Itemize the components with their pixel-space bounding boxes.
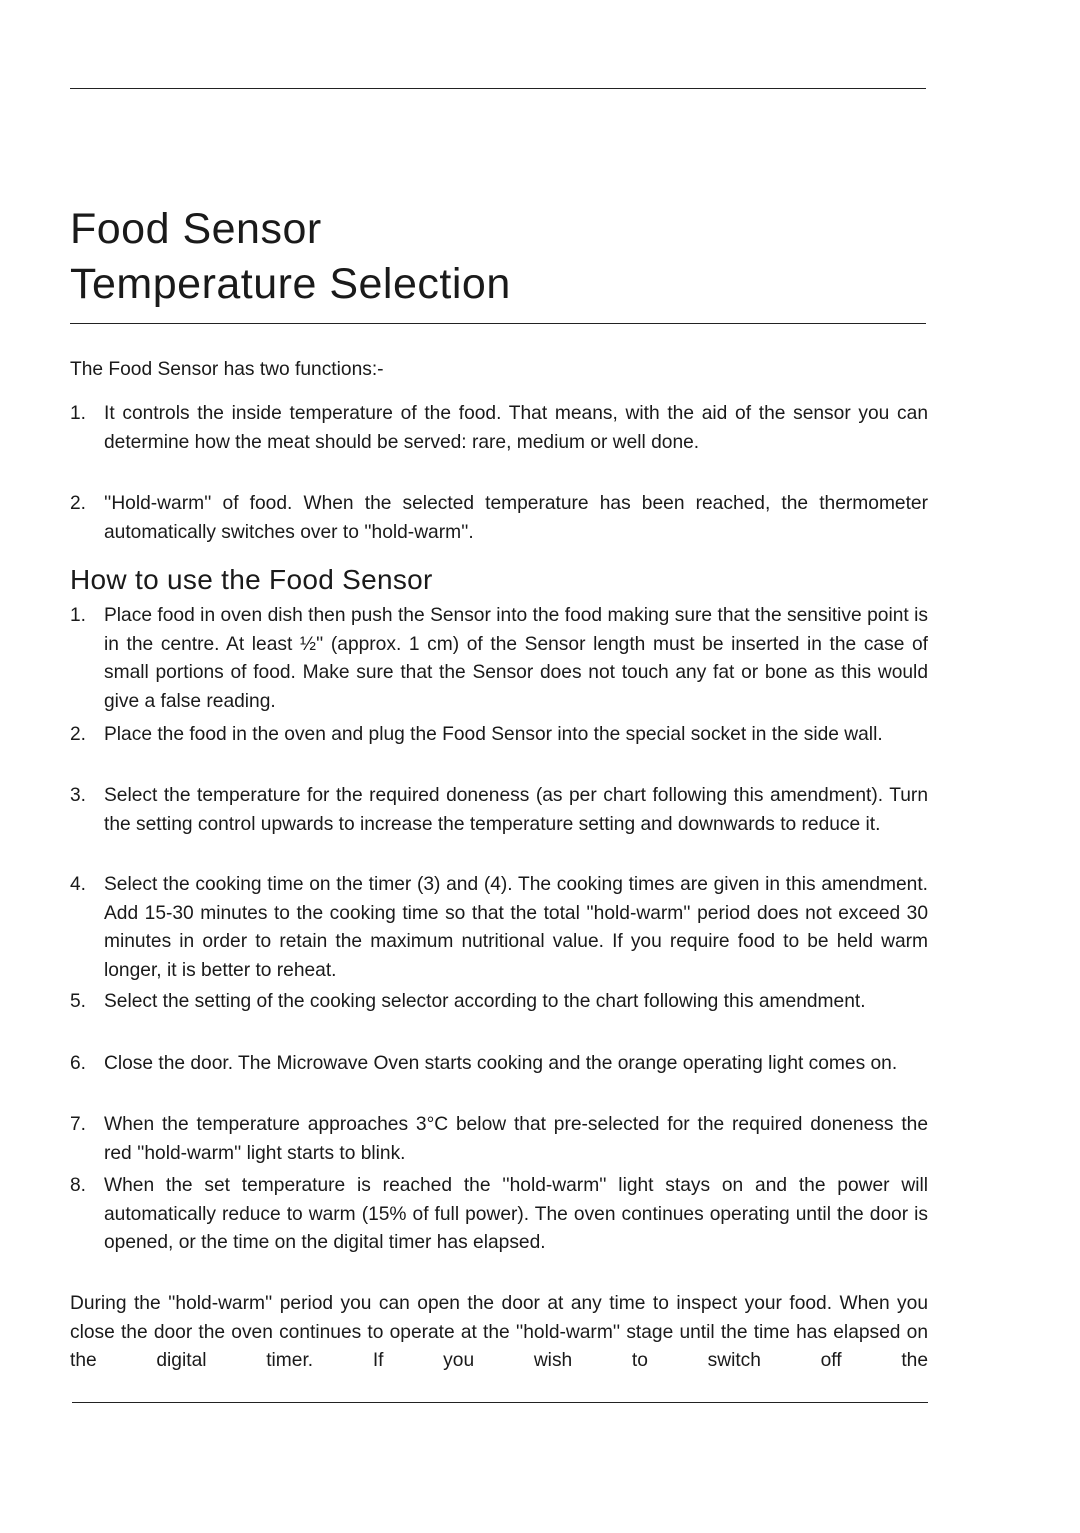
step-text: Close the door. The Microwave Oven starts cooking and the orange operating light comes on. (104, 1053, 898, 1074)
step-item-4 (70, 871, 928, 985)
step-number: 2. (70, 724, 87, 745)
step-number: 8. (70, 1175, 87, 1196)
step-item-2 (70, 721, 928, 750)
step-item-3 (70, 782, 928, 839)
step-item-5 (70, 988, 928, 1017)
function-number: 1. (70, 403, 87, 424)
step-number: 6. (70, 1053, 87, 1074)
closing-paragraph: During the ''hold-warm'' period you can open the door at any time to inspect your food. When you close the door the oven continues to operate at the ''hold-warm'' stage until the time has elapsed on the digital timer. If you wish to switch off the (70, 1293, 928, 1371)
function-number: 2. (70, 493, 87, 514)
step-item-6 (70, 1050, 928, 1079)
step-number: 7. (70, 1114, 87, 1135)
step-number: 1. (70, 605, 87, 626)
page-title-line-2: Temperature Selection (70, 260, 511, 308)
bottom-rule (72, 1402, 928, 1403)
step-item-7 (70, 1111, 928, 1168)
function-item-2 (70, 490, 928, 547)
step-item-8 (70, 1172, 928, 1258)
step-text: Select the cooking time on the timer (3) and (4). The cooking times are given in this amendment. Add 15-30 minutes to the cooking time so that the total ''hold-warm'' period does not exceed 30 minutes in order to retain the maximum nutritional value. If you require food to be held warm longer, it is better to reheat. (104, 874, 928, 981)
intro-text: The Food Sensor has two functions:- (70, 359, 384, 380)
step-number: 3. (70, 785, 87, 806)
step-text: Select the setting of the cooking selector according to the chart following this amendment. (104, 991, 866, 1012)
step-item-1 (70, 602, 928, 716)
step-number: 4. (70, 874, 87, 895)
step-text: When the set temperature is reached the ''hold-warm'' light stays on and the power will automatically reduce to warm (15% of full power). The oven continues operating until the door is opened, or the time on the digital timer has elapsed. (104, 1175, 928, 1253)
step-text: Select the temperature for the required doneness (as per chart following this amendment). Turn the setting control upwards to increase the temperature setting and downwards to reduce it. (104, 785, 928, 835)
page-title-line-1: Food Sensor (70, 205, 322, 253)
step-number: 5. (70, 991, 87, 1012)
function-text: ''Hold-warm'' of food. When the selected temperature has been reached, the thermometer automatically switches over to ''hold-warm''. (104, 493, 928, 543)
top-rule (70, 88, 926, 89)
function-item-1 (70, 400, 928, 457)
step-text: Place food in oven dish then push the Sensor into the food making sure that the sensitive point is in the centre. At least ½'' (approx. 1 cm) of the Sensor length must be inserted in the case of small portions of food. Make sure that the Sensor does not touch any fat or bone as this would give a false reading. (104, 605, 928, 712)
section-heading: How to use the Food Sensor (70, 564, 433, 595)
title-rule (70, 323, 926, 324)
function-text: It controls the inside temperature of the food. That means, with the aid of the sensor you can determine how the meat should be served: rare, medium or well done. (104, 403, 928, 453)
step-text: Place the food in the oven and plug the Food Sensor into the special socket in the side wall. (104, 724, 883, 745)
step-text: When the temperature approaches 3°C below that pre-selected for the required doneness the red ''hold-warm'' light starts to blink. (104, 1114, 928, 1164)
